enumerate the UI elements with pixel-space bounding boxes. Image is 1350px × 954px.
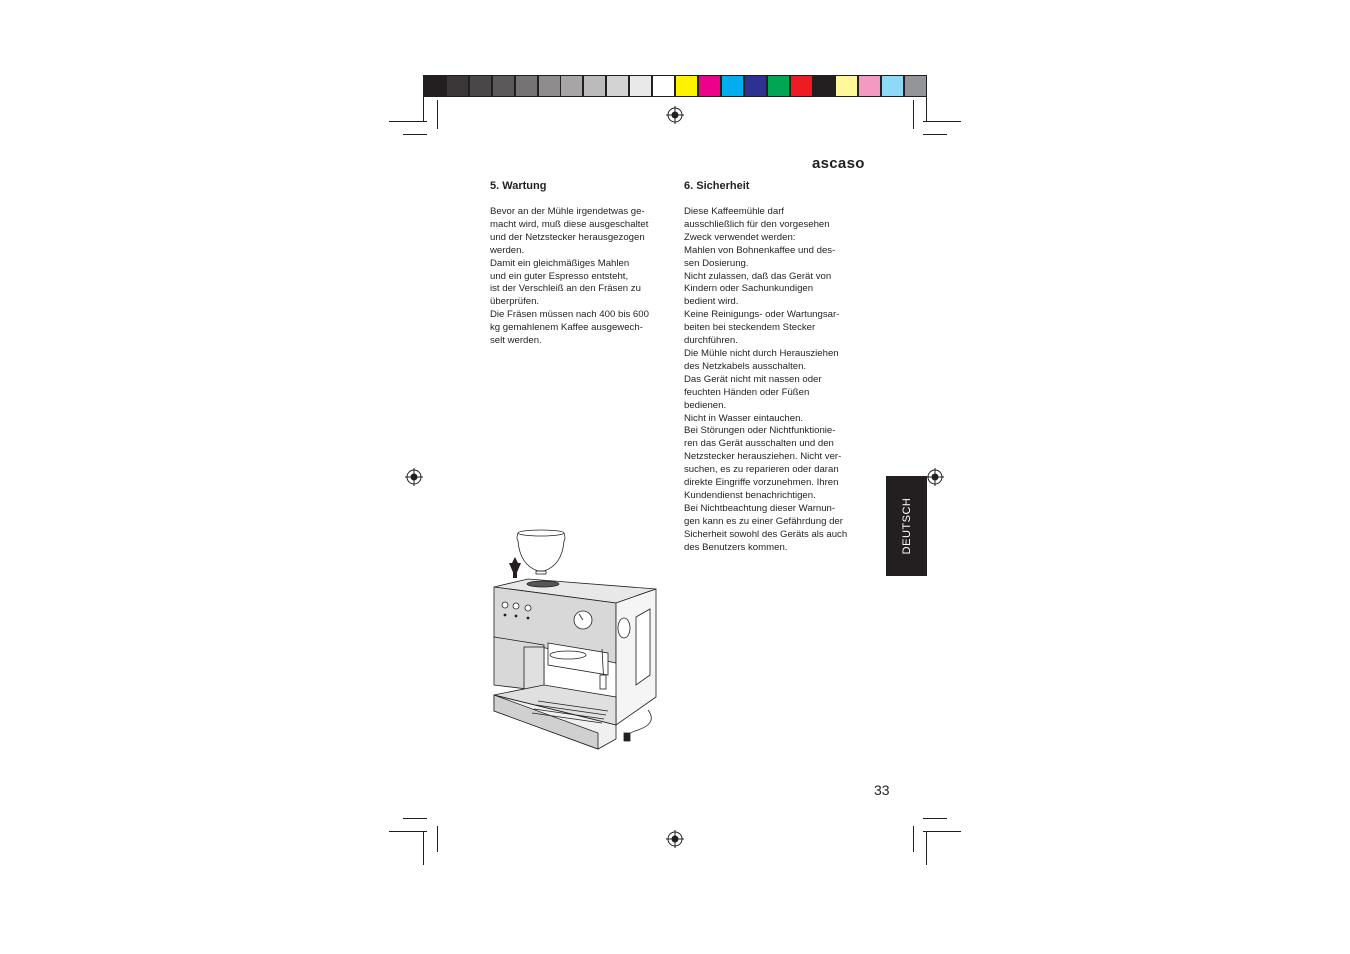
color-swatch — [744, 75, 767, 97]
text-line: Keine Reinigungs- oder Wartungsar- — [684, 309, 840, 321]
espresso-machine-illustration — [488, 525, 663, 753]
language-tab — [886, 476, 927, 576]
text-line: selt werden. — [490, 335, 542, 347]
text-line: Nicht zulassen, daß das Gerät von — [684, 270, 832, 282]
text-line: Kundendienst benachrichtigen. — [684, 489, 816, 501]
color-swatch — [858, 75, 881, 97]
registration-mark-left — [405, 468, 423, 486]
text-line: Netzstecker herausziehen. Nicht ver- — [684, 451, 842, 463]
text-line: Bei Störungen oder Nichtfunktionie- — [684, 425, 836, 437]
color-swatch — [469, 75, 492, 97]
registration-mark-top — [666, 106, 684, 124]
text-line: Die Fräsen müssen nach 400 bis 600 — [490, 309, 649, 321]
text-line: überprüfen. — [490, 296, 540, 308]
text-line: direkte Eingriffe vorzunehmen. Ihren — [684, 477, 839, 489]
text-line: suchen, es zu reparieren oder daran — [684, 464, 839, 476]
text-line: ist der Verschleiß an den Fräsen zu — [490, 283, 641, 295]
color-swatch — [423, 75, 446, 97]
color-swatch — [629, 75, 652, 97]
safety-text — [684, 206, 847, 554]
page-number: 33 — [874, 782, 890, 798]
text-line: Diese Kaffeemühle darf — [684, 206, 785, 217]
color-swatch — [560, 75, 583, 97]
maintenance-text — [490, 206, 649, 348]
text-line: feuchten Händen oder Füßen — [684, 386, 810, 398]
text-line: Kindern oder Sachunkundigen — [684, 283, 814, 295]
text-line: Sicherheit sowohl des Geräts als auch — [684, 528, 848, 540]
text-line: Zweck verwendet werden: — [684, 231, 796, 243]
color-swatch — [881, 75, 904, 97]
text-line: kg gemahlenem Kaffee ausgewech- — [490, 322, 643, 334]
brand-logo: ascaso — [812, 155, 865, 172]
text-line: macht wird, muß diese ausgeschaltet — [490, 218, 649, 230]
maintenance-heading: 5. Wartung — [490, 180, 547, 192]
language-tab-label: DEUTSCH — [900, 497, 913, 555]
color-swatch — [904, 75, 927, 97]
color-swatch — [492, 75, 515, 97]
color-swatch — [767, 75, 790, 97]
color-swatch — [538, 75, 561, 97]
text-line: des Netzkabels ausschalten. — [684, 360, 807, 372]
color-swatch — [835, 75, 858, 97]
color-swatch — [812, 75, 835, 97]
text-line: Damit ein gleichmäßiges Mahlen — [490, 257, 630, 269]
text-line: sen Dosierung. — [684, 257, 749, 269]
registration-mark-right — [926, 468, 944, 486]
text-line: Mahlen von Bohnenkaffee und des- — [684, 244, 836, 256]
text-line: Die Mühle nicht durch Herausziehen — [684, 347, 839, 359]
color-calibration-bar — [423, 75, 927, 97]
color-swatch — [606, 75, 629, 97]
color-swatch — [583, 75, 606, 97]
color-swatch — [698, 75, 721, 97]
text-line: bedienen. — [684, 399, 727, 411]
color-swatch — [652, 75, 675, 97]
text-line: Bei Nichtbeachtung dieser Warnun- — [684, 502, 836, 514]
text-line: gen kann es zu einer Gefährdung der — [684, 515, 843, 527]
color-swatch — [515, 75, 538, 97]
text-line: ren das Gerät ausschalten und den — [684, 438, 834, 450]
color-swatch — [721, 75, 744, 97]
text-line: bedient wird. — [684, 296, 739, 308]
text-line: und der Netzstecker herausgezogen — [490, 231, 645, 243]
text-line: Bevor an der Mühle irgendetwas ge- — [490, 206, 645, 217]
text-line: ausschließlich für den vorgesehen — [684, 218, 830, 230]
text-line: beiten bei steckendem Stecker — [684, 322, 816, 334]
text-line: des Benutzers kommen. — [684, 541, 788, 553]
text-line: Nicht in Wasser eintauchen. — [684, 412, 804, 424]
color-swatch — [446, 75, 469, 97]
text-line: und ein guter Espresso entsteht, — [490, 270, 629, 282]
text-line: Das Gerät nicht mit nassen oder — [684, 373, 822, 385]
color-swatch — [790, 75, 813, 97]
safety-heading: 6. Sicherheit — [684, 180, 750, 192]
registration-mark-bottom — [666, 830, 684, 848]
text-line: durchführen. — [684, 335, 738, 347]
text-line: werden. — [490, 244, 525, 256]
color-swatch — [675, 75, 698, 97]
